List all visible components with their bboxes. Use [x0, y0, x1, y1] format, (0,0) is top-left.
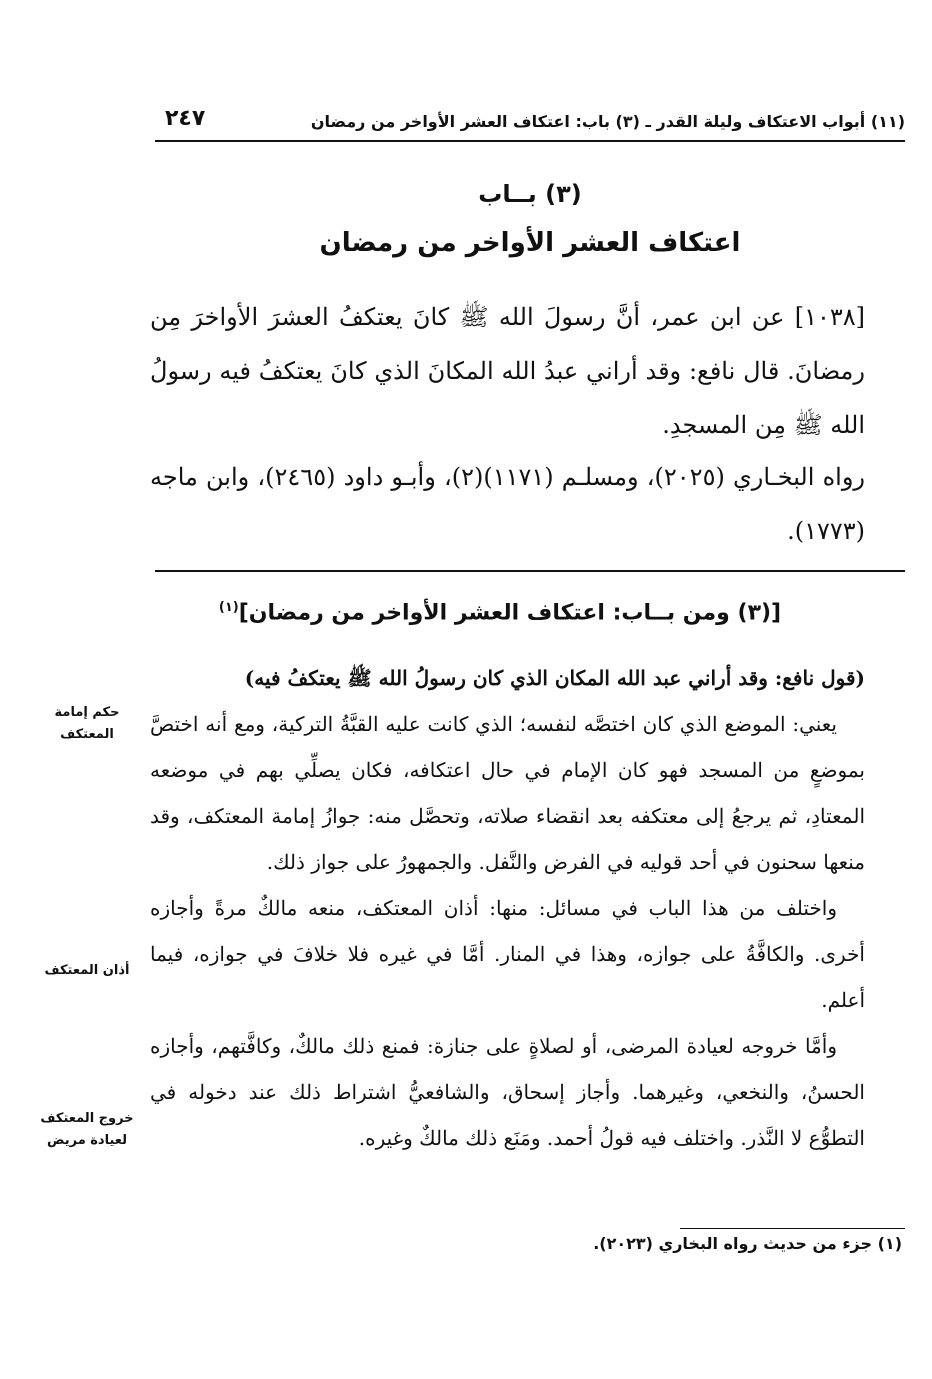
footnote: (١) جزء من حديث رواه البخاري (٢٠٢٣).: [593, 1234, 902, 1253]
commentary-title: [0, 600, 932, 625]
margin-note-imamate: حكم إمامة المعتكف: [54, 705, 120, 742]
commentary-paragraph-3: وأمَّا خروجه لعيادة المرضى، أو لصلاةٍ على جنازة: فمنع ذلك مالكٌ، وكافَّتهم، وأجازه الحسنُ، والنخعي، وغيرهما. وأجاز إسحاق، والشافعيُّ اشتراط ذلك عند دخوله في التطوُّع لا النَّذر. واختلف فيه قولُ أحمد. ومَنَع ذلك مالكٌ وغيره.: [150, 1034, 865, 1150]
section-divider: [155, 570, 905, 572]
commentary-lead: (قول نافع: وقد أراني عبد الله المكان الذي كان رسولُ الله ﷺ يعتكفُ فيه): [244, 666, 865, 690]
hadith-text: [١٠٣٨] عن ابن عمر، أنَّ رسولَ الله ﷺ كانَ يعتكفُ العشرَ الأواخرَ مِن رمضانَ. قال نافع: وقد أراني عبدُ الله المكانَ الذي كانَ يعتكفُ فيه رسولُ الله ﷺ مِن المسجدِ.: [150, 303, 865, 439]
footnote-rule: [680, 1228, 905, 1229]
chapter-number: (٣) بــاب: [478, 180, 582, 208]
commentary-paragraph-2: واختلف من هذا الباب في مسائل: منها: أذان المعتكف، منعه مالكٌ مرةً وأجازه أخرى. والكافَّةُ على جوازه، وهذا في المنار. أمَّا في غيره فلا خلافَ في جوازه، فيما أعلم.: [150, 896, 865, 1012]
running-header-title: (١١) أبواب الاعتكاف وليلة القدر ـ (٣) باب: اعتكاف العشر الأواخر من رمضان: [310, 112, 905, 131]
commentary-title-text: [(٣) ومن بــاب: اعتكاف العشر الأواخر من رمضان]: [238, 600, 782, 626]
hadith-takhrij: رواه البخـاري (٢٠٢٥)، ومسلـم (١١٧١)(٢)، وأبـو داود (٢٤٦٥)، وابن ماجه (١٧٧٣).: [150, 463, 866, 545]
commentary-footnote-ref: (١): [218, 600, 239, 615]
page-number: ٢٤٧: [165, 106, 206, 131]
commentary-paragraph-1: يعني: الموضع الذي كان اختصَّه لنفسه؛ الذي كانت عليه القبَّةُ التركية، ومع أنه اختصَّ بموضعٍ من المسجد فهو كان الإمام في حال اعتكافه، فكان يصلِّي بهم في موضعه المعتادِ، ثم يرجعُ إلى معتكفه بعد انقضاء صلاته، وتحصَّل منه: جوازُ إمامة المعتكف، وقد منعها سحنون في أحد قوليه في الفرض والنَّفل. والجمهورُ على جواز ذلك.: [150, 712, 865, 874]
margin-note-visiting-sick: خروج المعتكف لعيادة مريض: [40, 1111, 134, 1148]
margin-note-adhan: أذان المعتكف: [44, 963, 130, 978]
commentary-body: [150, 655, 865, 1161]
chapter-title: اعتكاف العشر الأواخر من رمضان: [319, 228, 741, 258]
running-header: [155, 100, 905, 142]
